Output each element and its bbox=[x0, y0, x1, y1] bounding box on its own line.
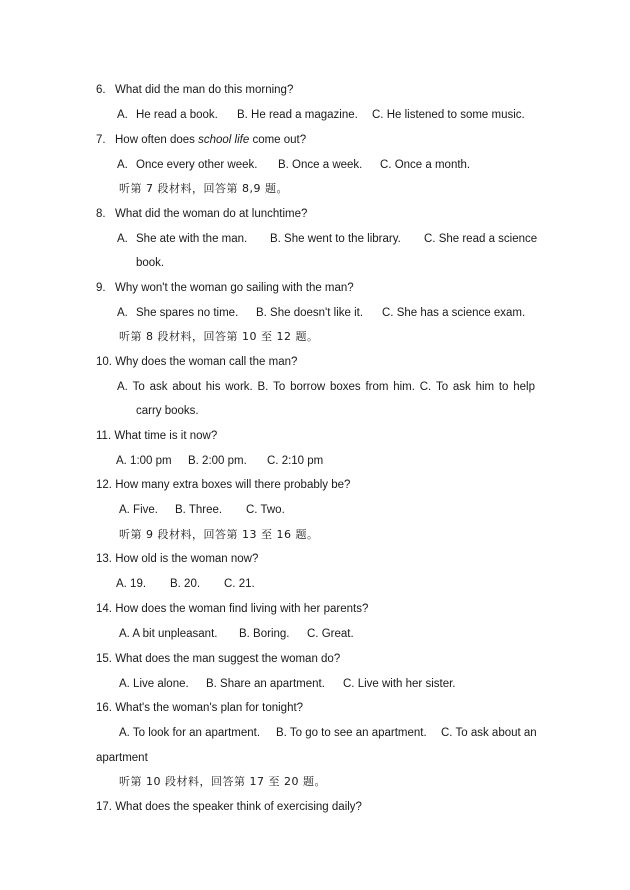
option-word: him. bbox=[393, 381, 415, 393]
option-c-continued: book. bbox=[136, 257, 165, 269]
section-instruction: 听第 7 段材料，回答第 8,9 题。 bbox=[119, 182, 288, 195]
option-c: C. He listened to some music. bbox=[372, 109, 525, 121]
option-c: C. To ask about an bbox=[441, 727, 537, 739]
question-7 bbox=[96, 133, 306, 147]
question-text: What did the woman do at lunchtime? bbox=[115, 208, 308, 220]
question-number: 6. bbox=[96, 84, 106, 96]
option-c-continued: carry books. bbox=[136, 405, 199, 417]
question-number: 13. bbox=[96, 553, 112, 565]
option-word: about bbox=[172, 381, 202, 393]
option-b: B. 2:00 pm. bbox=[188, 455, 247, 467]
option-word: work. bbox=[225, 381, 253, 393]
option-b: B. Share an apartment. bbox=[206, 678, 325, 690]
question-number: 16. bbox=[96, 702, 112, 714]
option-c: C. Two. bbox=[246, 504, 285, 516]
option-letter: A. bbox=[117, 307, 128, 319]
option-b: B. She doesn't like it. bbox=[256, 307, 364, 319]
option-word: to bbox=[498, 381, 509, 393]
option-c: C. 21. bbox=[224, 578, 255, 590]
question-text-post: come out? bbox=[249, 134, 307, 146]
question-number: 17. bbox=[96, 801, 112, 813]
question-text: What does the man suggest the woman do? bbox=[115, 653, 341, 665]
option-letter: B. bbox=[257, 381, 269, 393]
option-b: B. Boring. bbox=[239, 628, 290, 640]
question-text: What does the speaker think of exercising daily? bbox=[115, 801, 362, 813]
option-c: C. 2:10 pm bbox=[267, 455, 324, 467]
option-letter: C. bbox=[419, 381, 432, 393]
option-a: A. Live alone. bbox=[119, 678, 189, 690]
question-text: How old is the woman now? bbox=[115, 553, 259, 565]
question-text-pre: How often does bbox=[115, 134, 199, 146]
option-b: B. He read a magazine. bbox=[237, 109, 358, 121]
question-17 bbox=[96, 800, 362, 814]
option-b: B. To go to see an apartment. bbox=[276, 727, 427, 739]
question-14 bbox=[96, 602, 368, 616]
option-word: To bbox=[435, 381, 449, 393]
question-number: 12. bbox=[96, 479, 112, 491]
question-text: What's the woman's plan for tonight? bbox=[115, 702, 304, 714]
option-a: A. To look for an apartment. bbox=[119, 727, 261, 739]
question-11 bbox=[96, 429, 217, 443]
question-text: Why won't the woman go sailing with the man? bbox=[115, 282, 354, 294]
question-text: What time is it now? bbox=[114, 430, 218, 442]
option-a: A. A bit unpleasant. bbox=[119, 628, 218, 640]
question-15 bbox=[96, 652, 340, 666]
options-justified-line bbox=[117, 380, 535, 394]
question-number: 8. bbox=[96, 208, 106, 220]
question-6 bbox=[96, 83, 293, 97]
option-word: help bbox=[513, 381, 535, 393]
option-c: C. Once a month. bbox=[380, 159, 471, 171]
option-letter: A. bbox=[117, 159, 128, 171]
section-instruction: 听第 9 段材料，回答第 13 至 16 题。 bbox=[119, 528, 319, 541]
option-letter: A. bbox=[117, 233, 128, 245]
option-a: A. 19. bbox=[116, 578, 147, 590]
option-a: He read a book. bbox=[136, 109, 218, 121]
option-c: C. She read a science bbox=[424, 233, 538, 245]
question-12 bbox=[96, 478, 350, 492]
question-number: 9. bbox=[96, 282, 106, 294]
option-word: To bbox=[132, 381, 145, 393]
option-c-continued: apartment bbox=[96, 752, 148, 764]
option-letter: A. bbox=[117, 381, 128, 393]
publication-title: school life bbox=[198, 134, 250, 146]
option-b: B. She went to the library. bbox=[270, 233, 401, 245]
option-word: from bbox=[365, 381, 389, 393]
question-text: How does the woman find living with her parents? bbox=[115, 603, 369, 615]
option-c: C. Great. bbox=[307, 628, 354, 640]
option-word: To bbox=[273, 381, 286, 393]
question-8 bbox=[96, 207, 307, 221]
question-16 bbox=[96, 701, 303, 715]
option-a: She spares no time. bbox=[136, 307, 239, 319]
section-instruction: 听第 8 段材料，回答第 10 至 12 题。 bbox=[119, 330, 319, 343]
option-word: boxes bbox=[329, 381, 361, 393]
section-instruction: 听第 10 段材料，回答第 17 至 20 题。 bbox=[119, 775, 326, 788]
question-text: Why does the woman call the man? bbox=[115, 356, 298, 368]
question-number: 11. bbox=[96, 430, 112, 442]
question-13 bbox=[96, 552, 258, 566]
question-number: 10. bbox=[96, 356, 112, 368]
option-b: B. Once a week. bbox=[278, 159, 363, 171]
option-letter: A. bbox=[117, 109, 128, 121]
option-word: ask bbox=[452, 381, 471, 393]
option-a: Once every other week. bbox=[136, 159, 258, 171]
option-a: She ate with the man. bbox=[136, 233, 248, 245]
option-a: A. 1:00 pm bbox=[116, 455, 172, 467]
question-number: 14. bbox=[96, 603, 112, 615]
option-c: C. Live with her sister. bbox=[343, 678, 456, 690]
question-10 bbox=[96, 355, 297, 369]
option-word: his bbox=[205, 381, 221, 393]
question-number: 15. bbox=[96, 653, 112, 665]
option-c: C. She has a science exam. bbox=[382, 307, 526, 319]
question-number: 7. bbox=[96, 134, 106, 146]
option-word: borrow bbox=[290, 381, 326, 393]
question-text: How many extra boxes will there probably be? bbox=[115, 479, 351, 491]
question-text: What did the man do this morning? bbox=[115, 84, 294, 96]
option-word: him bbox=[475, 381, 495, 393]
option-b: B. 20. bbox=[170, 578, 201, 590]
option-a: A. Five. bbox=[119, 504, 158, 516]
option-b: B. Three. bbox=[175, 504, 223, 516]
option-word: ask bbox=[149, 381, 168, 393]
question-9 bbox=[96, 281, 354, 295]
